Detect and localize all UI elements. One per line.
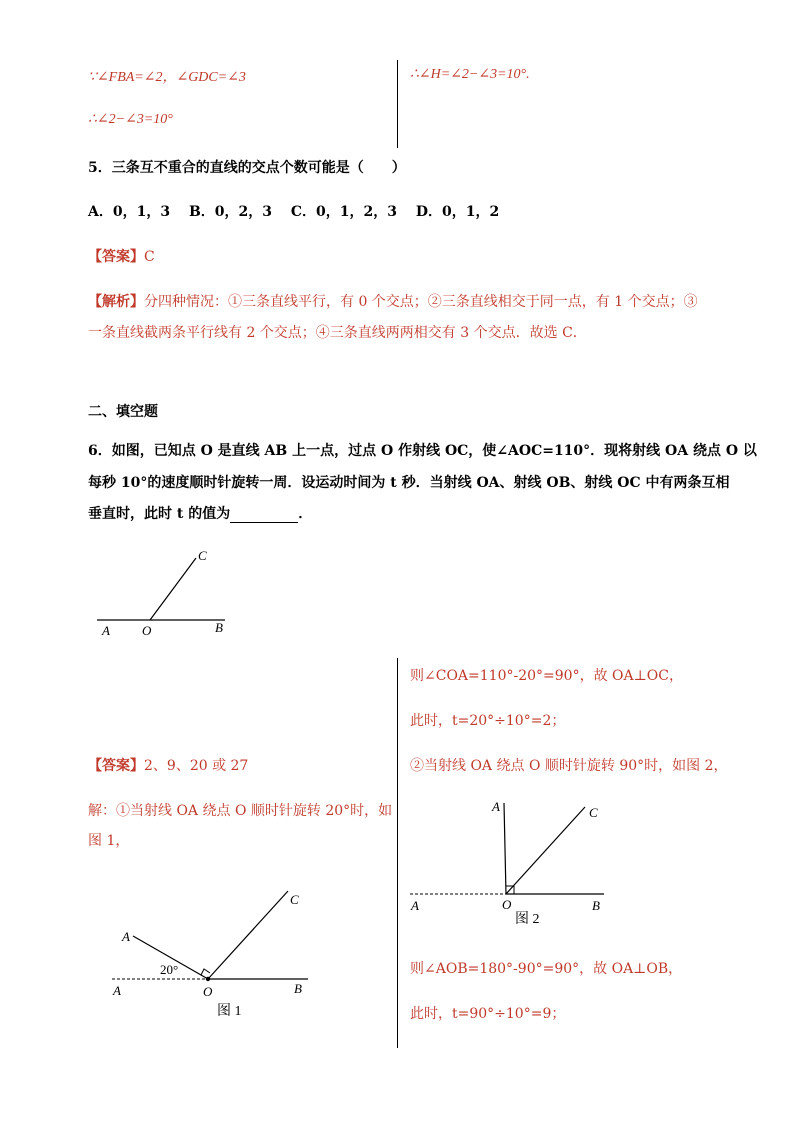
top-line-1: ∵∠FBA=∠2，∠GDC=∠3 [88,70,246,85]
q5-analysis-text-1: 分四种情况：①三条直线平行，有 0 个交点；②三条直线相交于同一点，有 1 个交点；③ [144,294,698,310]
label-a: A [411,898,419,913]
label-o: O [502,897,512,912]
q5-answer-row [88,246,155,266]
q6-answer-row [88,755,248,775]
section-title: 二、填空题 [88,404,158,420]
q6-solution-line-2: 图 1， [88,833,130,849]
analysis-tag: 【解析】 [88,294,144,310]
q6-stem-line-1: 6．如图，已知点 O 是直线 AB 上一点，过点 O 作射线 OC，使∠AOC=110°．现将射线 OA 绕点 O 以 [88,443,757,459]
label-b: B [294,981,302,996]
q6-stem-end: ． [298,506,313,522]
q5-analysis-line-2: 一条直线截两条平行线有 2 个交点；④三条直线两两相交有 3 个交点．故选 C． [88,325,587,341]
q6-right-line-4: 则∠AOB=180°-90°=90°，故 OA⊥OB， [410,961,683,977]
ray-oc [150,558,196,620]
label-a: A [113,983,121,998]
figure-2 [408,795,608,930]
label-c: C [198,548,207,563]
q6-figure [95,540,245,645]
figure-caption: 图 1 [217,1004,242,1019]
ray-oc [208,891,288,979]
top-right-line: ∴∠H=∠2−∠3=10°. [410,67,530,82]
point-o [206,977,210,981]
column-divider-top [397,60,398,148]
label-o: O [142,623,152,638]
figure-caption: 图 2 [515,912,540,927]
label-c: C [290,892,299,907]
figure-1 [110,880,320,1025]
q6-solution-line-1: 解：①当射线 OA 绕点 O 顺时针旋转 20°时，如 [88,803,393,819]
label-a-rotated: A [492,799,500,814]
label-b: B [215,620,223,635]
answer-tag: 【答案】 [88,758,144,774]
q6-stem-line-3 [88,503,312,523]
label-a-rotated: A [122,929,130,944]
label-o: O [203,984,213,999]
ray-oc [506,807,585,894]
q6-answer: 2、9、20 或 27 [144,758,249,774]
q6-right-line-1: 则∠COA=110°-20°=90°，故 OA⊥OC， [410,668,683,684]
q5-analysis-line-1 [88,291,698,311]
ray-oa [504,803,506,894]
column-divider-bottom [397,658,398,1048]
top-line-2: ∴∠2−∠3=10° [88,112,173,127]
q6-right-line-5: 此时，t=90°÷10°=9； [410,1006,566,1022]
q6-right-line-3: ②当射线 OA 绕点 O 顺时针旋转 90°时，如图 2， [410,758,728,774]
answer-blank [230,508,298,523]
angle-label: 20° [160,962,179,977]
q6-right-line-2: 此时，t=20°÷10°=2； [410,713,566,729]
label-c: C [589,805,598,820]
q5-stem: 5．三条互不重合的直线的交点个数可能是（ ） [88,160,406,176]
q6-stem-line-2: 每秒 10°的速度顺时针旋转一周．设运动时间为 t 秒．当射线 OA、射线 OB、射线 OC 中有两条互相 [88,475,730,491]
q5-answer: C [144,249,155,265]
q6-stem-text-3: 垂直时，此时 t 的值为 [88,506,231,522]
label-b: B [592,898,600,913]
right-angle-mark [201,969,210,975]
label-a: A [102,623,110,638]
q5-options: A．0，1，3 B．0，2，3 C．0，1，2，3 D．0，1，2 [88,204,500,220]
answer-tag: 【答案】 [88,249,144,265]
